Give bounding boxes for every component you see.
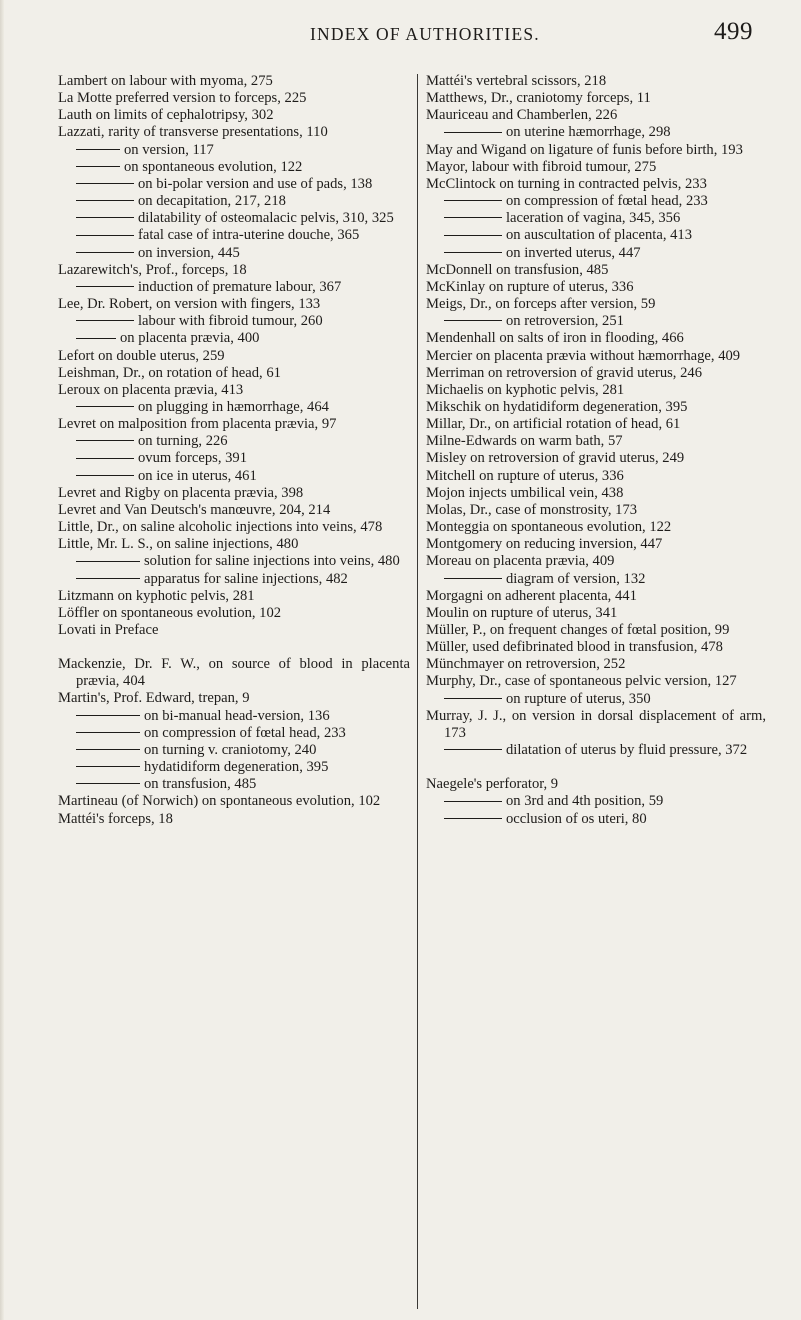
entry-text: induction of premature labour, 367 xyxy=(138,278,342,295)
index-entry xyxy=(426,90,766,107)
index-subentry xyxy=(58,176,410,193)
entry-text: Murray, J. J., on version in dorsal displacement of arm, 173 xyxy=(426,707,766,741)
index-entry xyxy=(58,811,410,828)
ditto-dash xyxy=(444,235,502,236)
ditto-dash xyxy=(76,235,134,236)
index-entry xyxy=(58,416,410,433)
entry-text: Little, Mr. L. S., on saline injections, 480 xyxy=(58,536,299,553)
index-column-left xyxy=(58,73,410,828)
index-subentry xyxy=(58,759,410,776)
entry-text: May and Wigand on ligature of funis before birth, 193 xyxy=(426,141,743,158)
index-entry xyxy=(426,159,766,176)
ditto-dash xyxy=(76,217,134,218)
entry-text: on compression of fœtal head, 233 xyxy=(506,193,708,210)
index-subentry xyxy=(58,313,410,330)
index-entry xyxy=(426,365,766,382)
index-entry xyxy=(58,348,410,365)
ditto-dash xyxy=(444,698,502,699)
ditto-dash xyxy=(444,818,502,819)
index-subentry xyxy=(58,279,410,296)
index-entry xyxy=(426,776,766,793)
index-subentry xyxy=(58,553,410,570)
entry-text: Martineau (of Norwich) on spontaneous evolution, 102 xyxy=(58,793,381,810)
entry-text: Mercier on placenta prævia without hæmorrhage, 409 xyxy=(426,347,741,364)
entry-text: on rupture of uterus, 350 xyxy=(506,690,651,707)
entry-text: Levret and Rigby on placenta prævia, 398 xyxy=(58,484,304,501)
ditto-dash xyxy=(76,406,134,407)
entry-text: apparatus for saline injections, 482 xyxy=(144,570,348,587)
ditto-dash xyxy=(76,783,140,784)
index-entry xyxy=(58,656,410,690)
entry-text: Moulin on rupture of uterus, 341 xyxy=(426,604,618,621)
ditto-dash xyxy=(76,252,134,253)
index-entry xyxy=(58,262,410,279)
index-entry xyxy=(426,468,766,485)
index-subentry xyxy=(426,124,766,141)
index-entry xyxy=(426,485,766,502)
index-entry xyxy=(58,382,410,399)
entry-text: Mauriceau and Chamberlen, 226 xyxy=(426,107,618,124)
entry-text: on compression of fœtal head, 233 xyxy=(144,724,346,741)
ditto-dash xyxy=(76,338,116,339)
entry-text: Lazarewitch's, Prof., forceps, 18 xyxy=(58,261,247,278)
ditto-dash xyxy=(444,217,502,218)
entry-text: Löffler on spontaneous evolution, 102 xyxy=(58,604,282,621)
index-column-right xyxy=(426,73,766,828)
entry-text: McKinlay on rupture of uterus, 336 xyxy=(426,278,634,295)
entry-text: fatal case of intra-uterine douche, 365 xyxy=(138,227,360,244)
ditto-dash xyxy=(76,183,134,184)
entry-text: on placenta prævia, 400 xyxy=(120,330,260,347)
index-entry xyxy=(426,450,766,467)
entry-text: diagram of version, 132 xyxy=(506,570,646,587)
index-subentry xyxy=(426,691,766,708)
entry-text: Levret and Van Deutsch's manœuvre, 204, 214 xyxy=(58,501,331,518)
entry-text: solution for saline injections into veins, 480 xyxy=(144,553,400,570)
entry-text: Lambert on labour with myoma, 275 xyxy=(58,73,273,89)
ditto-dash xyxy=(76,320,134,321)
entry-text: Lefort on double uterus, 259 xyxy=(58,347,225,364)
index-entry xyxy=(426,502,766,519)
entry-text: Martin's, Prof. Edward, trepan, 9 xyxy=(58,690,250,707)
entry-text: Molas, Dr., case of monstrosity, 173 xyxy=(426,501,638,518)
ditto-dash xyxy=(76,166,120,167)
entry-text: Matthews, Dr., craniotomy forceps, 11 xyxy=(426,90,651,107)
index-entry xyxy=(426,622,766,639)
entry-text: Lauth on limits of cephalotripsy, 302 xyxy=(58,107,274,124)
index-entry xyxy=(426,639,766,656)
entry-text: Mattéi's forceps, 18 xyxy=(58,810,173,827)
index-subentry xyxy=(58,245,410,262)
index-entry xyxy=(426,656,766,673)
index-entry xyxy=(58,502,410,519)
ditto-dash xyxy=(444,320,502,321)
index-entry xyxy=(426,382,766,399)
ditto-dash xyxy=(76,440,134,441)
entry-text: on spontaneous evolution, 122 xyxy=(124,158,303,175)
index-entry xyxy=(58,485,410,502)
ditto-dash xyxy=(76,200,134,201)
entry-text: Leroux on placenta prævia, 413 xyxy=(58,381,244,398)
index-subentry xyxy=(58,210,410,227)
index-subentry xyxy=(58,708,410,725)
entry-text: on plugging in hæmorrhage, 464 xyxy=(138,398,329,415)
index-subentry xyxy=(58,742,410,759)
index-entry xyxy=(58,605,410,622)
ditto-dash xyxy=(444,132,502,133)
entry-text: Monteggia on spontaneous evolution, 122 xyxy=(426,519,672,536)
entry-text: Misley on retroversion of gravid uterus, 249 xyxy=(426,450,685,467)
index-subentry xyxy=(58,450,410,467)
index-subentry xyxy=(58,159,410,176)
entry-text: Levret on malposition from placenta prævia, 97 xyxy=(58,416,337,433)
entry-text: Mayor, labour with fibroid tumour, 275 xyxy=(426,158,657,175)
index-subentry xyxy=(58,142,410,159)
ditto-dash xyxy=(444,578,502,579)
entry-text: Mackenzie, Dr. F. W., on source of blood in placenta prævia, 404 xyxy=(58,656,410,690)
index-entry xyxy=(426,296,766,313)
entry-text: ovum forceps, 391 xyxy=(138,450,248,467)
index-entry xyxy=(58,73,410,90)
index-entry xyxy=(58,690,410,707)
entry-text: Müller, used defibrinated blood in transfusion, 478 xyxy=(426,639,723,656)
ditto-dash xyxy=(76,561,140,562)
index-entry xyxy=(426,279,766,296)
index-entry xyxy=(426,142,766,159)
entry-text: on bi-manual head-version, 136 xyxy=(144,707,330,724)
entry-text: laceration of vagina, 345, 356 xyxy=(506,210,681,227)
index-entry xyxy=(58,622,410,639)
index-entry xyxy=(426,348,766,365)
index-entry xyxy=(426,176,766,193)
entry-text: Müller, P., on frequent changes of fœtal position, 99 xyxy=(426,622,730,638)
index-subentry xyxy=(58,399,410,416)
index-entry xyxy=(58,296,410,313)
entry-text: dilatability of osteomalacic pelvis, 310, 325 xyxy=(138,210,394,227)
entry-text: on turning v. craniotomy, 240 xyxy=(144,741,317,758)
ditto-dash xyxy=(76,766,140,767)
section-gap xyxy=(426,759,766,776)
index-entry xyxy=(426,433,766,450)
page-number: 499 xyxy=(714,18,753,45)
entry-text: on inverted uterus, 447 xyxy=(506,244,641,261)
index-subentry xyxy=(58,227,410,244)
index-subentry xyxy=(58,776,410,793)
ditto-dash xyxy=(76,286,134,287)
entry-text: Merriman on retroversion of gravid uterus, 246 xyxy=(426,364,702,381)
index-entry xyxy=(58,536,410,553)
entry-text: Naegele's perforator, 9 xyxy=(426,776,559,793)
index-entry xyxy=(426,605,766,622)
index-subentry xyxy=(58,468,410,485)
index-entry xyxy=(426,262,766,279)
ditto-dash xyxy=(76,715,140,716)
ditto-dash xyxy=(76,749,140,750)
entry-text: on auscultation of placenta, 413 xyxy=(506,227,693,244)
running-head xyxy=(0,18,801,58)
entry-text: on turning, 226 xyxy=(138,433,228,450)
entry-text: Murphy, Dr., case of spontaneous pelvic version, 127 xyxy=(426,673,737,690)
index-entry xyxy=(58,107,410,124)
entry-text: McClintock on turning in contracted pelvis, 233 xyxy=(426,175,707,192)
index-subentry xyxy=(58,330,410,347)
index-entry xyxy=(58,793,410,810)
entry-text: Michaelis on kyphotic pelvis, 281 xyxy=(426,381,625,398)
entry-text: on retroversion, 251 xyxy=(506,313,624,330)
entry-text: on bi-polar version and use of pads, 138 xyxy=(138,175,373,192)
entry-text: Leishman, Dr., on rotation of head, 61 xyxy=(58,364,281,381)
entry-text: Moreau on placenta prævia, 409 xyxy=(426,553,615,570)
index-entry xyxy=(426,553,766,570)
entry-text: Millar, Dr., on artificial rotation of head, 61 xyxy=(426,416,681,433)
ditto-dash xyxy=(76,732,140,733)
index-entry xyxy=(426,673,766,690)
entry-text: Mitchell on rupture of uterus, 336 xyxy=(426,467,624,484)
index-entry xyxy=(426,519,766,536)
index-subentry xyxy=(426,571,766,588)
entry-text: Meigs, Dr., on forceps after version, 59 xyxy=(426,296,656,313)
ditto-dash xyxy=(444,200,502,201)
entry-text: Mojon injects umbilical vein, 438 xyxy=(426,484,624,501)
entry-text: Lovati in Preface xyxy=(58,622,159,638)
index-subentry xyxy=(426,793,766,810)
index-entry xyxy=(426,708,766,742)
entry-text: on ice in uterus, 461 xyxy=(138,467,257,484)
index-entry xyxy=(426,536,766,553)
entry-text: McDonnell on transfusion, 485 xyxy=(426,261,609,278)
index-entry xyxy=(58,90,410,107)
entry-text: labour with fibroid tumour, 260 xyxy=(138,313,323,330)
index-entry xyxy=(58,519,410,536)
index-entry xyxy=(426,73,766,90)
entry-text: Mendenhall on salts of iron in flooding, 466 xyxy=(426,330,684,347)
ditto-dash xyxy=(76,578,140,579)
entry-text: La Motte preferred version to forceps, 225 xyxy=(58,90,307,107)
entry-text: dilatation of uterus by fluid pressure, 372 xyxy=(506,742,748,759)
index-entry xyxy=(426,399,766,416)
index-entry xyxy=(58,588,410,605)
entry-text: Lee, Dr. Robert, on version with fingers, 133 xyxy=(58,296,321,313)
index-entry xyxy=(426,107,766,124)
ditto-dash xyxy=(76,149,120,150)
entry-text: on decapitation, 217, 218 xyxy=(138,193,286,210)
entry-text: on inversion, 445 xyxy=(138,244,240,261)
ditto-dash xyxy=(76,475,134,476)
index-subentry xyxy=(58,193,410,210)
entry-text: on uterine hæmorrhage, 298 xyxy=(506,124,671,141)
index-entry xyxy=(426,588,766,605)
entry-text: Litzmann on kyphotic pelvis, 281 xyxy=(58,587,255,604)
entry-text: Mikschik on hydatidiform degeneration, 395 xyxy=(426,398,688,415)
entry-text: on version, 117 xyxy=(124,141,214,158)
index-subentry xyxy=(426,210,766,227)
index-subentry xyxy=(426,742,766,759)
ditto-dash xyxy=(444,252,502,253)
index-entry xyxy=(58,124,410,141)
entry-text: Münchmayer on retroversion, 252 xyxy=(426,656,626,673)
entry-text: on transfusion, 485 xyxy=(144,776,257,793)
index-entry xyxy=(58,365,410,382)
index-subentry xyxy=(426,313,766,330)
ditto-dash xyxy=(444,801,502,802)
index-subentry xyxy=(58,571,410,588)
column-divider xyxy=(417,74,418,1309)
entry-text: Lazzati, rarity of transverse presentations, 110 xyxy=(58,124,328,141)
index-subentry xyxy=(426,811,766,828)
entry-text: Montgomery on reducing inversion, 447 xyxy=(426,536,663,553)
index-subentry xyxy=(58,433,410,450)
entry-text: on 3rd and 4th position, 59 xyxy=(506,793,664,810)
index-subentry xyxy=(426,227,766,244)
entry-text: occlusion of os uteri, 80 xyxy=(506,810,647,827)
entry-text: Milne-Edwards on warm bath, 57 xyxy=(426,433,623,450)
entry-text: hydatidiform degeneration, 395 xyxy=(144,759,329,776)
entry-text: Little, Dr., on saline alcoholic injections into veins, 478 xyxy=(58,519,383,536)
index-entry xyxy=(426,416,766,433)
section-gap xyxy=(58,639,410,656)
index-subentry xyxy=(426,193,766,210)
index-entry xyxy=(426,330,766,347)
page-edge-shadow xyxy=(0,0,4,1320)
entry-text: Mattéi's vertebral scissors, 218 xyxy=(426,73,607,89)
entry-text: Morgagni on adherent placenta, 441 xyxy=(426,587,637,604)
index-subentry xyxy=(58,725,410,742)
ditto-dash xyxy=(444,749,502,750)
ditto-dash xyxy=(76,458,134,459)
index-subentry xyxy=(426,245,766,262)
running-title: INDEX OF AUTHORITIES. xyxy=(310,24,540,44)
